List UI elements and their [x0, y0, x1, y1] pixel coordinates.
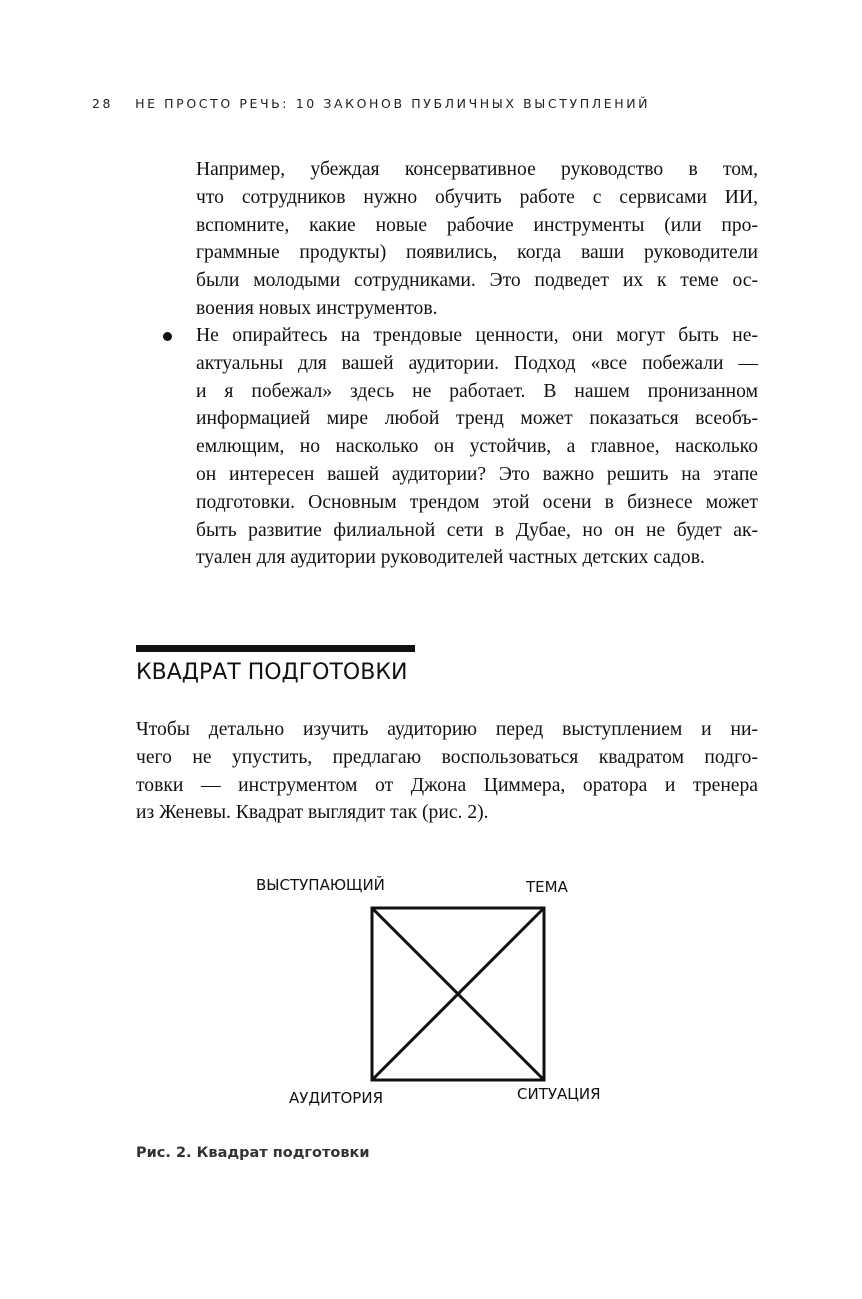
preparation-square-diagram — [240, 870, 660, 1120]
bullet-icon — [163, 332, 172, 341]
text-line: быть развитие филиальной сети в Дубае, но он не будет ак- — [196, 519, 758, 541]
text-line: информацией мире любой тренд может показаться всеобъ- — [196, 408, 758, 430]
text-line: Например, убеждая консервативное руководство в том, — [196, 159, 758, 180]
square-svg — [240, 870, 660, 1120]
text-line: подготовки. Основным трендом этой осени в бизнесе может — [196, 491, 758, 513]
bullet-item — [196, 322, 758, 572]
text-line: граммные продукты) появились, когда ваши руководители — [196, 242, 758, 264]
text-line: были молодыми сотрудниками. Это подведет их к теме ос- — [196, 270, 758, 292]
text-line: емлющим, но насколько он устойчив, а главное, насколько — [196, 436, 758, 458]
book-title: НЕ ПРОСТО РЕЧЬ: 10 ЗАКОНОВ ПУБЛИЧНЫХ ВЫСТУПЛЕНИЙ — [135, 96, 651, 111]
text-line: товки — инструментом от Джона Циммера, оратора и тренера — [136, 774, 758, 796]
text-line: Чтобы детально изучить аудиторию перед выступлением и ни- — [136, 719, 758, 740]
text-line: вспомните, какие новые рабочие инструменты (или про- — [196, 214, 758, 236]
label-audience: АУДИТОРИЯ — [289, 1089, 383, 1107]
figure-caption: Рис. 2. Квадрат подготовки — [136, 1145, 370, 1161]
text-line: из Женевы. Квадрат выглядит так (рис. 2). — [136, 802, 489, 824]
text-line: воения новых инструментов. — [196, 297, 438, 319]
page-number: 28 — [92, 96, 114, 111]
text-line: чего не упустить, предлагаю воспользоваться квадратом подго- — [136, 746, 758, 768]
section-title: КВАДРАТ ПОДГОТОВКИ — [136, 660, 408, 685]
text-line: что сотрудников нужно обучить работе с сервисами ИИ, — [196, 186, 758, 208]
label-situation: СИТУАЦИЯ — [517, 1085, 601, 1103]
label-topic: ТЕМА — [526, 878, 568, 896]
section-rule — [136, 645, 415, 652]
text-line: туален для аудитории руководителей частных детских садов. — [196, 547, 705, 569]
text-line: он интересен вашей аудитории? Это важно решить на этапе — [196, 463, 758, 485]
running-head — [92, 96, 650, 111]
label-speaker: ВЫСТУПАЮЩИЙ — [256, 876, 385, 894]
text-line: и я побежал» здесь не работает. В нашем пронизанном — [196, 380, 758, 402]
text-line: актуальны для вашей аудитории. Подход «все побежали — — [196, 352, 758, 374]
intro-paragraph — [136, 716, 758, 827]
continued-paragraph — [196, 156, 758, 323]
text-line: Не опирайтесь на трендовые ценности, они могут быть не- — [196, 325, 758, 346]
